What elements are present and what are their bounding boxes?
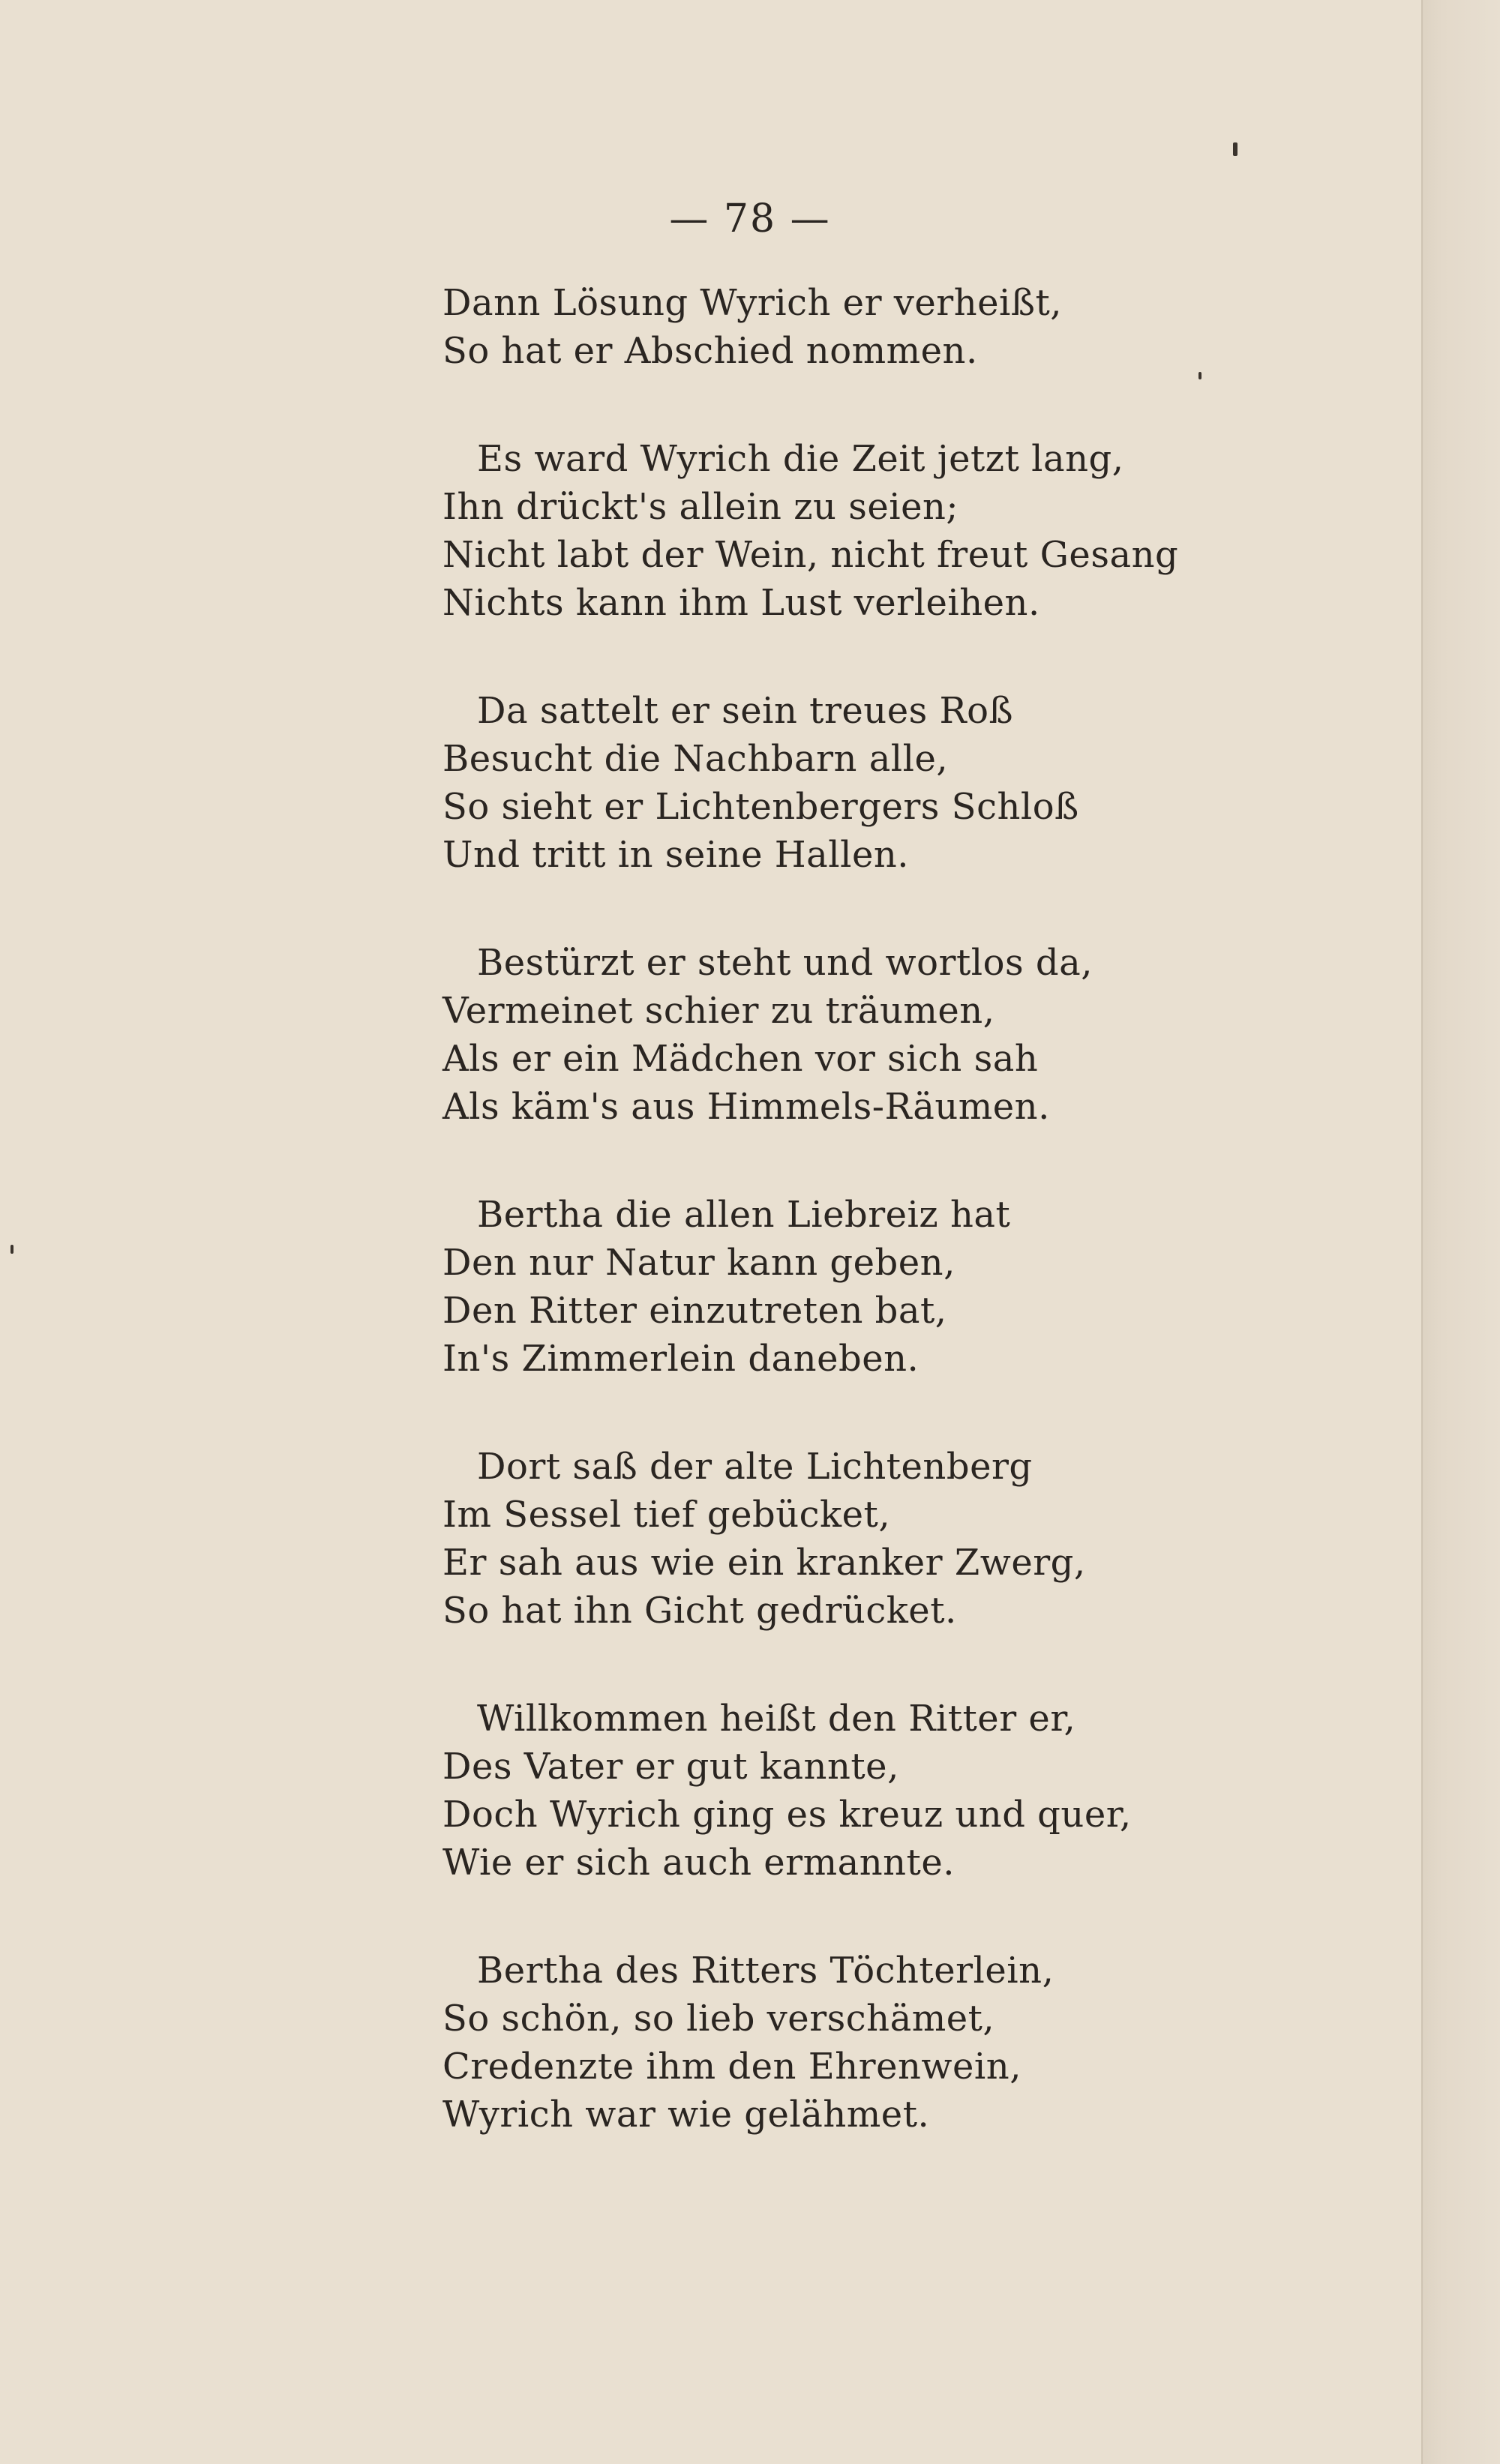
poem-line: Nichts kann ihm Lust verleihen. (442, 582, 1040, 624)
stanza (442, 1947, 1388, 2139)
stanza (442, 279, 1388, 375)
poem-line: Bertha die allen Liebreiz hat (477, 1194, 1011, 1236)
poem-line: Doch Wyrich ging es kreuz und quer, (442, 1794, 1132, 1836)
poem-line: Besucht die Nachbarn alle, (442, 738, 949, 780)
poem-line: Nicht labt der Wein, nicht freut Gesang (442, 534, 1179, 576)
poem-line: Ihn drückt's allein zu seien; (442, 486, 959, 528)
poem-line: Wie er sich auch ermannte. (442, 1842, 956, 1884)
poem-line: Es ward Wyrich die Zeit jetzt lang, (477, 438, 1124, 480)
poem-line: Als er ein Mädchen vor sich sah (442, 1038, 1039, 1080)
stanza (442, 435, 1388, 627)
poem-line: Da sattelt er sein treues Roß (477, 690, 1014, 732)
poem-line: So schön, so lieb verschämet, (442, 1998, 995, 2040)
poem-line: Als käm's aus Himmels-Räumen. (442, 1086, 1050, 1128)
poem-line: Willkommen heißt den Ritter er, (477, 1698, 1076, 1740)
poem-line: Dort saß der alte Lichtenberg (477, 1446, 1033, 1488)
poem-line: So sieht er Lichtenbergers Schloß (442, 786, 1079, 828)
poem-line: Des Vater er gut kannte, (442, 1746, 899, 1788)
stanza (442, 939, 1388, 1131)
poem-line: Credenzte ihm den Ehrenwein, (442, 2046, 1022, 2088)
poem-line: Vermeinet schier zu träumen, (442, 990, 995, 1032)
poem-line: So hat ihn Gicht gedrücket. (442, 1590, 957, 1632)
poem-line: Im Sessel tief gebücket, (442, 1494, 891, 1536)
poem-line: In's Zimmerlein daneben. (442, 1338, 920, 1380)
stanza (442, 1443, 1388, 1635)
poem-line: Den nur Natur kann geben, (442, 1242, 956, 1284)
poem-line: Wyrich war wie gelähmet. (442, 2094, 930, 2136)
stanza (442, 1695, 1388, 1887)
poem-line: Er sah aus wie ein kranker Zwerg, (442, 1542, 1086, 1584)
poem-line: Bestürzt er steht und wortlos da, (477, 942, 1093, 984)
poem (442, 279, 1388, 2199)
page-number: — 78 — (669, 196, 831, 241)
poem-line: So hat er Abschied nommen. (442, 330, 978, 372)
stanza (442, 687, 1388, 879)
ink-speck (1233, 142, 1238, 156)
adjacent-page-edge (1421, 0, 1500, 2464)
poem-line: Den Ritter einzutreten bat, (442, 1290, 947, 1332)
ink-speck (10, 1245, 14, 1254)
poem-line: Und tritt in seine Hallen. (442, 834, 910, 876)
poem-line: Dann Lösung Wyrich er verheißt, (442, 282, 1063, 324)
poem-line: Bertha des Ritters Töchterlein, (477, 1950, 1054, 1992)
stanza (442, 1191, 1388, 1383)
